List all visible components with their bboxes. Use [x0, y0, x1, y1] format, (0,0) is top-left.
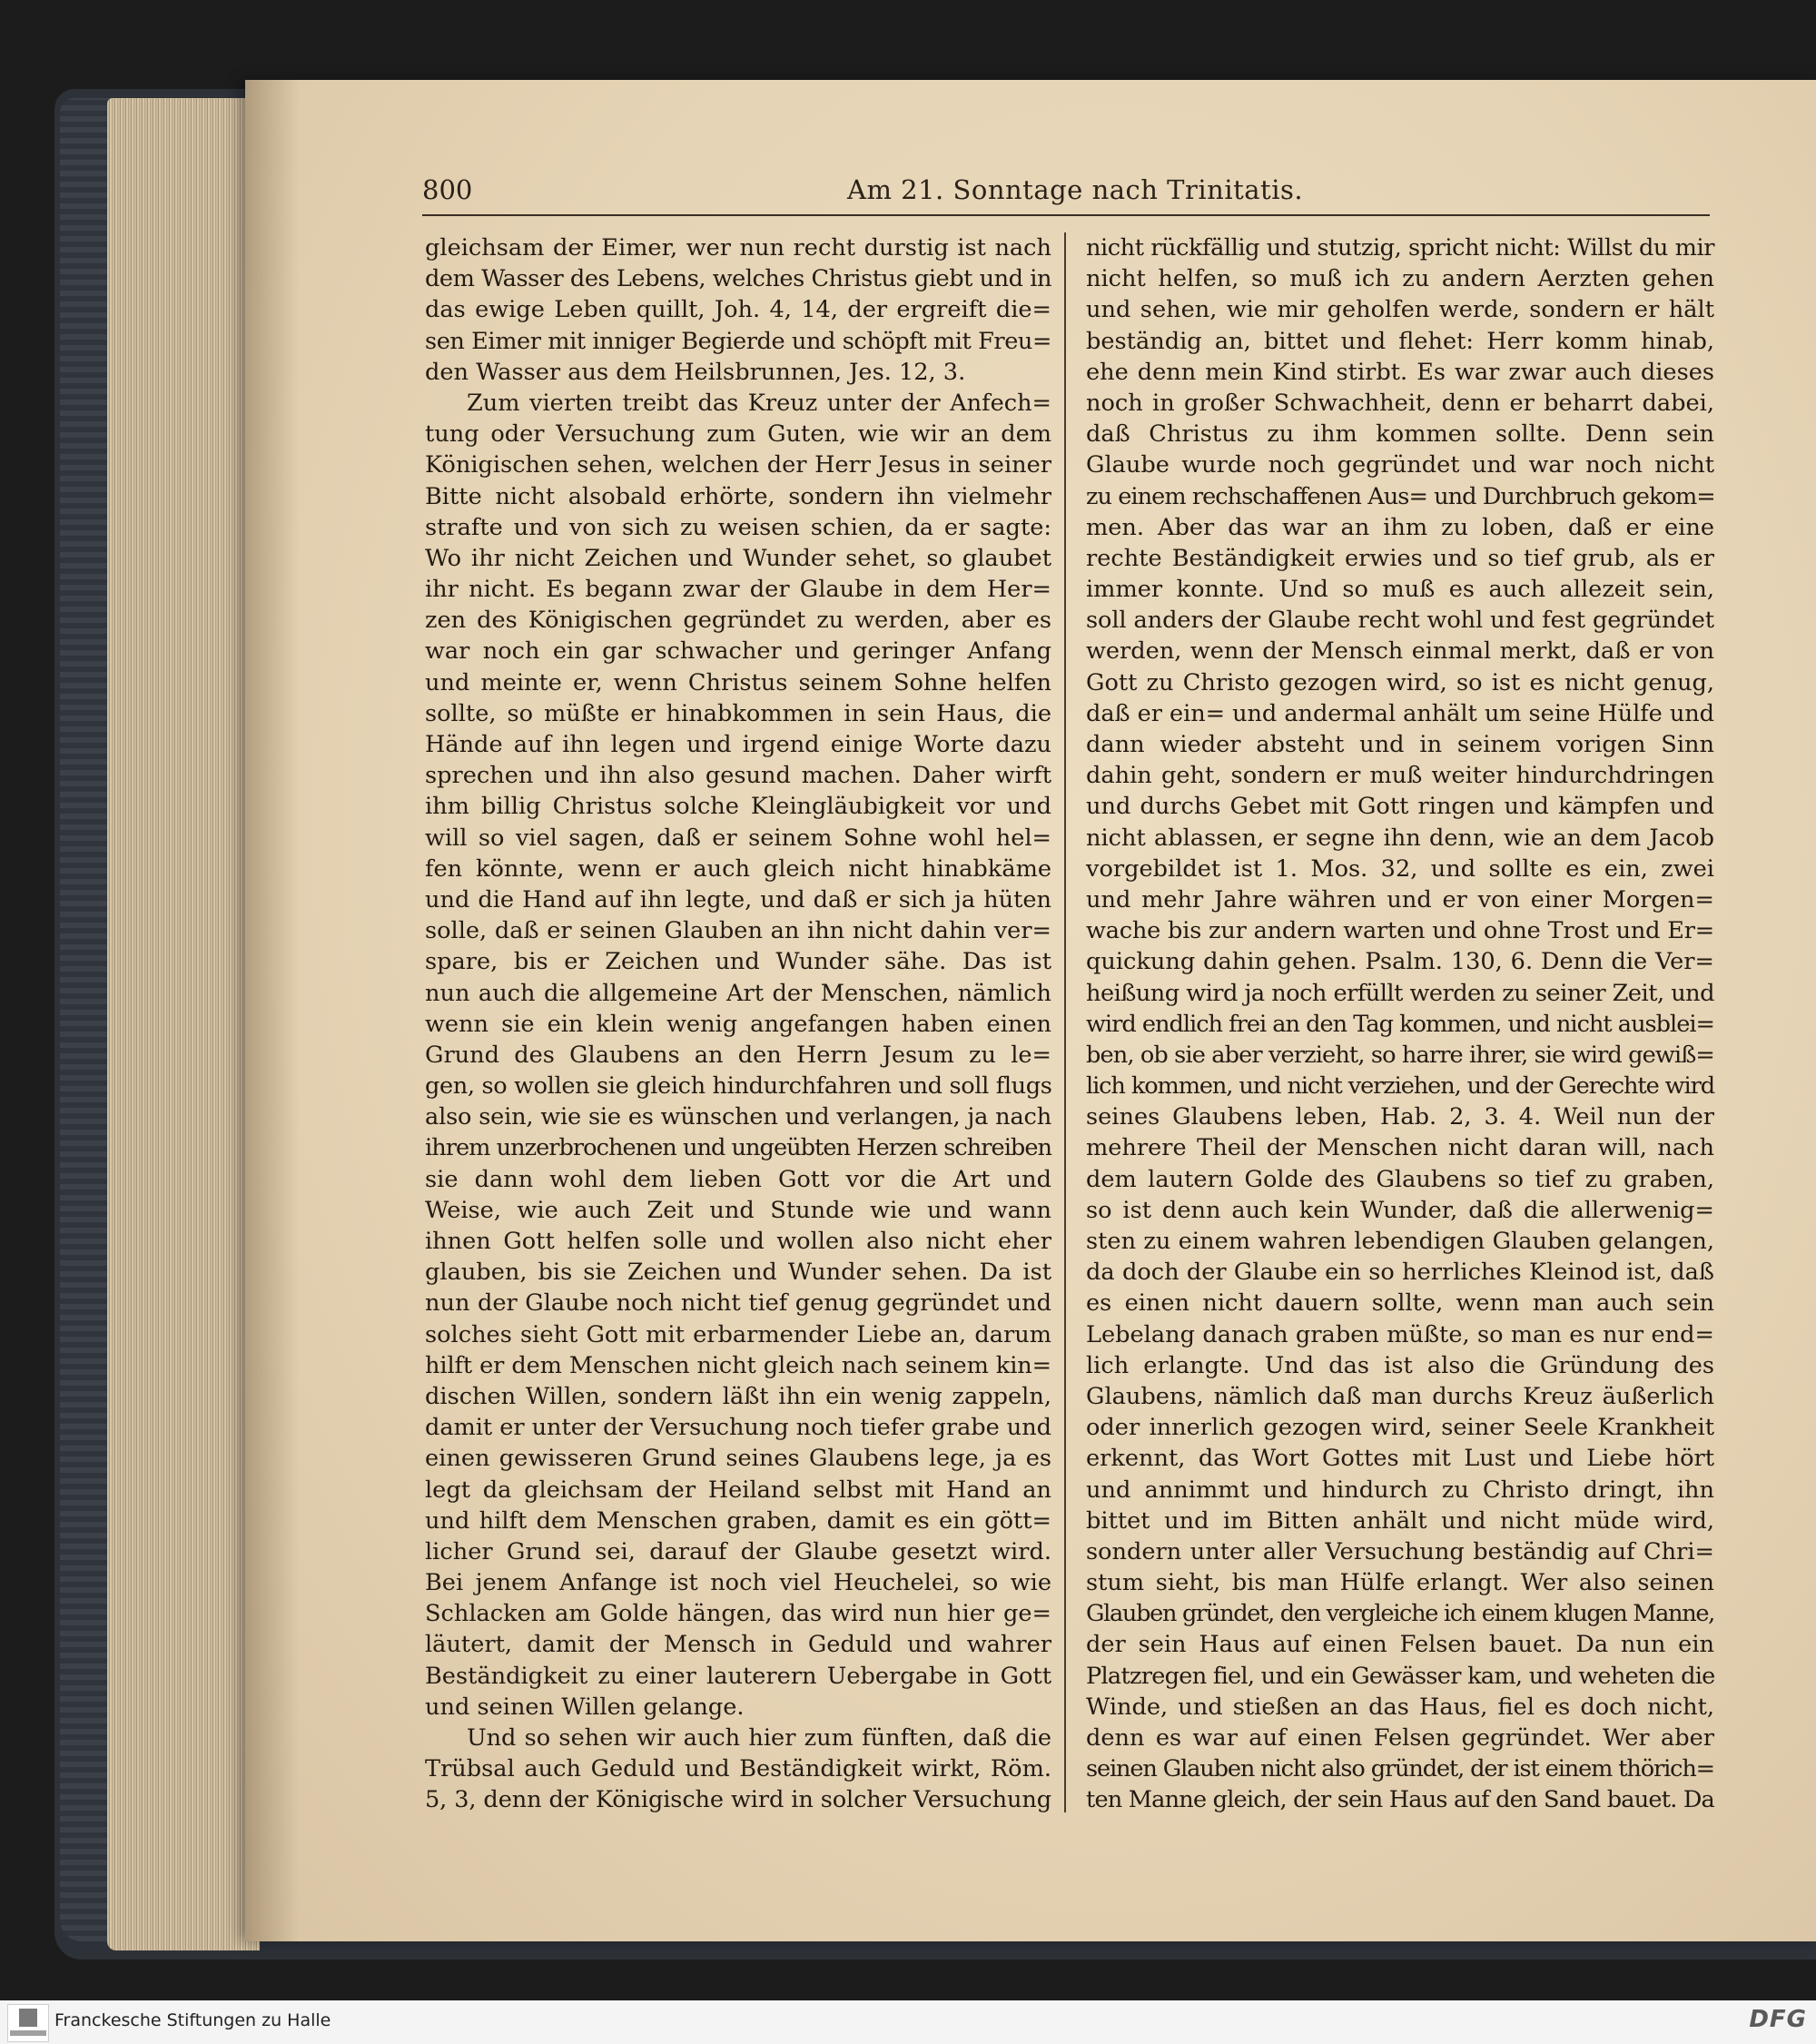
left-column-text-line: nun auch die allgemeine Art der Menschen, nämlich: [425, 979, 1051, 1007]
left-column-text-line: Beständigkeit zu einer lauterern Uebergabe in Gott: [425, 1662, 1051, 1690]
left-text-column: [425, 232, 1051, 1816]
right-column-text-line: ten Manne gleich, der sein Haus auf den Sand bauet. Da: [1086, 1786, 1714, 1814]
right-column-text-line: nicht helfen, so muß ich zu andern Aerzten gehen: [1086, 265, 1714, 293]
viewer-footer-bar: [0, 2000, 1816, 2044]
right-column-text-line: immer konnte. Und so muß es auch allezeit sein,: [1086, 576, 1714, 604]
left-column-text-line: Schlacken am Golde hängen, das wird nun hier ge=: [425, 1600, 1051, 1628]
right-column-text-line: men. Aber das war an ihm zu loben, daß er eine: [1086, 513, 1714, 541]
right-column-text-line: bittet und im Bitten anhält und nicht müde wird,: [1086, 1506, 1714, 1535]
left-column-text-line: und hilft dem Menschen graben, damit es ein gött=: [425, 1506, 1051, 1535]
right-column-text-line: Glauben gründet, den vergleiche ich einem klugen Manne,: [1086, 1600, 1714, 1628]
left-column-text-line: damit er unter der Versuchung noch tiefer grabe und: [425, 1414, 1051, 1442]
left-column-text-line: gleichsam der Eimer, wer nun recht durstig ist nach: [425, 234, 1051, 262]
left-column-text-line: ihrem unzerbrochenen und ungeübten Herzen schreiben: [425, 1134, 1051, 1162]
running-head: [422, 169, 1710, 212]
library-logo-icon[interactable]: [7, 2004, 49, 2042]
right-column-text-line: Lebelang danach graben müßte, so man es nur end=: [1086, 1320, 1714, 1348]
book-spine: [60, 98, 114, 1941]
column-divider: [1064, 232, 1066, 1812]
right-column-text-line: nicht rückfällig und stutzig, spricht nicht: Willst du mir: [1086, 234, 1714, 262]
left-column-text-line: 5, 3, denn der Königische wird in solcher Versuchung: [425, 1786, 1051, 1814]
left-column-text-line: Grund des Glaubens an den Herrn Jesum zu le=: [425, 1041, 1051, 1069]
right-column-text-line: daß er ein= und andermal anhält um seine Hülfe und: [1086, 699, 1714, 727]
right-column-text-line: zu einem rechschaffenen Aus= und Durchbruch gekom=: [1086, 482, 1715, 510]
left-column-text-line: sen Eimer mit inniger Begierde und schöpft mit Freu=: [425, 327, 1051, 355]
left-column-text-line: das ewige Leben quillt, Joh. 4, 14, der ergreift die=: [425, 296, 1051, 324]
left-column-text-line: will so viel sagen, daß er seinem Sohne wohl hel=: [425, 824, 1051, 852]
left-column-text-line: Zum vierten treibt das Kreuz unter der Anfech=: [467, 389, 1051, 417]
right-column-text-line: mehrere Theil der Menschen nicht daran will, nach: [1086, 1134, 1714, 1162]
right-column-text-line: Glaube wurde noch gegründet und war noch nicht: [1086, 451, 1714, 479]
left-column-text-line: tung oder Versuchung zum Guten, wie wir an dem: [425, 420, 1051, 449]
left-column-text-line: hilft er dem Menschen nicht gleich nach seinem kin=: [425, 1351, 1051, 1379]
right-column-text-line: soll anders der Glaube recht wohl und fest gegründet: [1086, 607, 1714, 635]
left-column-text-line: spare, bis er Zeichen und Wunder sähe. Das ist: [425, 948, 1051, 976]
right-column-text-line: oder innerlich gezogen wird, seiner Seele Krankheit: [1086, 1414, 1714, 1442]
right-column-text-line: Glaubens, nämlich daß man durchs Kreuz äußerlich: [1086, 1382, 1714, 1410]
left-column-text-line: strafte und von sich zu weisen schien, da er sagte:: [425, 513, 1051, 541]
page-number: 800: [422, 174, 473, 205]
left-column-text-line: ihnen Gott helfen solle und wollen also nicht eher: [425, 1228, 1051, 1255]
left-column-text-line: war noch ein gar schwacher und geringer Anfang: [425, 637, 1051, 666]
left-column-text-line: zen des Königischen gegründet zu werden, aber es: [425, 607, 1051, 635]
right-column-text-line: dahin geht, sondern er muß weiter hindurchdringen: [1086, 762, 1714, 790]
left-column-text-line: Hände auf ihn legen und irgend einige Worte dazu: [425, 731, 1051, 758]
right-column-text-line: lich erlangte. Und das ist also die Gründung des: [1086, 1351, 1714, 1379]
right-column-text-line: dann wieder absteht und in seinem vorigen Sinn: [1086, 731, 1714, 758]
left-column-text-line: glauben, bis sie Zeichen und Wunder sehen. Da ist: [425, 1259, 1051, 1287]
left-column-text-line: und die Hand auf ihn legte, und daß er sich ja hüten: [425, 885, 1051, 913]
running-title: Am 21. Sonntage nach Trinitatis.: [847, 174, 1304, 205]
left-column-text-line: Trübsal auch Geduld und Beständigkeit wirkt, Röm.: [425, 1755, 1051, 1783]
left-column-text-line: Wo ihr nicht Zeichen und Wunder sehet, so glaubet: [425, 544, 1051, 572]
right-column-text-line: daß Christus zu ihm kommen sollte. Denn sein: [1086, 420, 1714, 449]
right-text-column: [1086, 232, 1714, 1816]
right-column-text-line: wird endlich frei an den Tag kommen, und nicht ausblei=: [1086, 1010, 1714, 1038]
left-column-text-line: Weise, wie auch Zeit und Stunde wie und wann: [425, 1196, 1051, 1224]
right-column-text-line: so ist denn auch kein Wunder, daß die allerwenig=: [1086, 1196, 1714, 1224]
right-column-text-line: Gott zu Christo gezogen wird, so ist es nicht genug,: [1086, 668, 1714, 696]
header-rule: [422, 214, 1710, 216]
left-column-text-line: ihr nicht. Es begann zwar der Glaube in dem Her=: [425, 576, 1051, 604]
left-column-text-line: den Wasser aus dem Heilsbrunnen, Jes. 12, 3.: [425, 358, 966, 386]
right-column-text-line: erkennt, das Wort Gottes mit Lust und Liebe hört: [1086, 1445, 1714, 1473]
left-column-text-line: läutert, damit der Mensch in Geduld und wahrer: [425, 1631, 1051, 1659]
gutter-shadow: [245, 80, 300, 1941]
right-column-text-line: ben, ob sie aber verzieht, so harre ihrer, sie wird gewiß=: [1086, 1041, 1714, 1069]
right-column-text-line: ehe denn mein Kind stirbt. Es war zwar auch dieses: [1086, 358, 1714, 386]
left-column-text-line: nun der Glaube noch nicht tief genug gegründet und: [425, 1289, 1051, 1318]
right-column-text-line: und durchs Gebet mit Gott ringen und kämpfen und: [1086, 793, 1714, 821]
right-column-text-line: beständig an, bittet und flehet: Herr komm hinab,: [1086, 327, 1714, 355]
left-column-text-line: fen könnte, wenn er auch gleich nicht hinabkäme: [425, 854, 1051, 883]
left-column-text-line: also sein, wie sie es wünschen und verlangen, ja nach: [425, 1103, 1051, 1131]
right-column-text-line: Winde, und stießen an das Haus, fiel es doch nicht,: [1086, 1693, 1714, 1721]
right-column-text-line: da doch der Glaube ein so herrliches Kleinod ist, daß: [1086, 1259, 1714, 1287]
right-column-text-line: denn es war auf einen Felsen gegründet. Wer aber: [1086, 1724, 1714, 1752]
right-column-text-line: vorgebildet ist 1. Mos. 32, und sollte es ein, zwei: [1086, 854, 1714, 883]
left-column-text-line: dischen Willen, sondern läßt ihn ein wenig zappeln,: [425, 1382, 1051, 1410]
right-column-text-line: sten zu einem wahren lebendigen Glauben gelangen,: [1086, 1228, 1714, 1255]
right-column-text-line: der sein Haus auf einen Felsen bauet. Da nun ein: [1086, 1631, 1714, 1659]
left-column-text-line: legt da gleichsam der Heiland selbst mit Hand an: [425, 1476, 1051, 1504]
right-column-text-line: dem lautern Golde des Glaubens so tief zu graben,: [1086, 1165, 1714, 1193]
left-column-text-line: dem Wasser des Lebens, welches Christus giebt und in: [425, 265, 1051, 293]
right-column-text-line: lich kommen, und nicht verziehen, und der Gerechte wird: [1086, 1072, 1714, 1101]
right-column-text-line: heißung wird ja noch erfüllt werden zu seiner Zeit, und: [1086, 979, 1714, 1007]
library-name[interactable]: Franckesche Stiftungen zu Halle: [54, 2010, 331, 2030]
left-column-text-line: Bitte nicht alsobald erhörte, sondern ihn vielmehr: [425, 482, 1051, 510]
left-column-text-line: sie dann wohl dem lieben Gott vor die Art und: [425, 1165, 1051, 1193]
right-column-text-line: quickung dahin gehen. Psalm. 130, 6. Denn die Ver=: [1086, 948, 1714, 976]
right-column-text-line: und mehr Jahre währen und er von einer Morgen=: [1086, 885, 1714, 913]
left-column-text-line: Bei jenem Anfange ist noch viel Heuchelei, so wie: [425, 1569, 1051, 1597]
right-column-text-line: seines Glaubens leben, Hab. 2, 3. 4. Weil nun der: [1086, 1103, 1714, 1131]
right-column-text-line: und annimmt und hindurch zu Christo dringt, ihn: [1086, 1476, 1714, 1504]
left-column-text-line: ihm billig Christus solche Kleingläubigkeit vor und: [425, 793, 1051, 821]
right-column-text-line: rechte Beständigkeit erwies und so tief grub, als er: [1086, 544, 1714, 572]
right-column-text-line: nicht ablassen, er segne ihn denn, wie an dem Jacob: [1086, 824, 1714, 852]
left-column-text-line: einen gewisseren Grund seines Glaubens lege, ja es: [425, 1445, 1051, 1473]
left-column-text-line: Und so sehen wir auch hier zum fünften, daß die: [467, 1724, 1051, 1752]
right-column-text-line: Platzregen fiel, und ein Gewässer kam, und weheten die: [1086, 1662, 1715, 1690]
left-column-text-line: gen, so wollen sie gleich hindurchfahren und soll flugs: [425, 1072, 1052, 1101]
page-edges: [107, 98, 260, 1950]
left-column-text-line: Königischen sehen, welchen der Herr Jesus in seiner: [425, 451, 1051, 479]
right-column-text-line: sondern unter aller Versuchung beständig auf Chri=: [1086, 1537, 1714, 1565]
left-column-text-line: licher Grund sei, darauf der Glaube gesetzt wird.: [425, 1537, 1051, 1565]
left-column-text-line: solle, daß er seinen Glauben an ihn nicht dahin ver=: [425, 917, 1051, 945]
left-column-text-line: und meinte er, wenn Christus seinem Sohne helfen: [425, 668, 1051, 696]
left-column-text-line: und seinen Willen gelange.: [425, 1693, 745, 1721]
dfg-logo[interactable]: DFG: [1749, 2006, 1807, 2033]
right-column-text-line: wache bis zur andern warten und ohne Trost und Er=: [1086, 917, 1714, 945]
right-column-text-line: werden, wenn der Mensch einmal merkt, daß er von: [1086, 637, 1714, 666]
right-column-text-line: und sehen, wie mir geholfen werde, sondern er hält: [1086, 296, 1714, 324]
left-column-text-line: sollte, so müßte er hinabkommen in sein Haus, die: [425, 699, 1051, 727]
right-column-text-line: seinen Glauben nicht also gründet, der ist einem thörich=: [1086, 1755, 1714, 1783]
left-column-text-line: sprechen und ihn also gesund machen. Daher wirft: [425, 762, 1051, 790]
right-column-text-line: noch in großer Schwachheit, denn er beharrt dabei,: [1086, 389, 1714, 417]
left-column-text-line: solches sieht Gott mit erbarmender Liebe an, darum: [425, 1320, 1051, 1348]
right-column-text-line: es einen nicht dauern sollte, wenn man auch sein: [1086, 1289, 1714, 1318]
right-column-text-line: stum sieht, bis man Hülfe erlangt. Wer also seinen: [1086, 1569, 1714, 1597]
left-column-text-line: wenn sie ein klein wenig angefangen haben einen: [425, 1010, 1051, 1038]
